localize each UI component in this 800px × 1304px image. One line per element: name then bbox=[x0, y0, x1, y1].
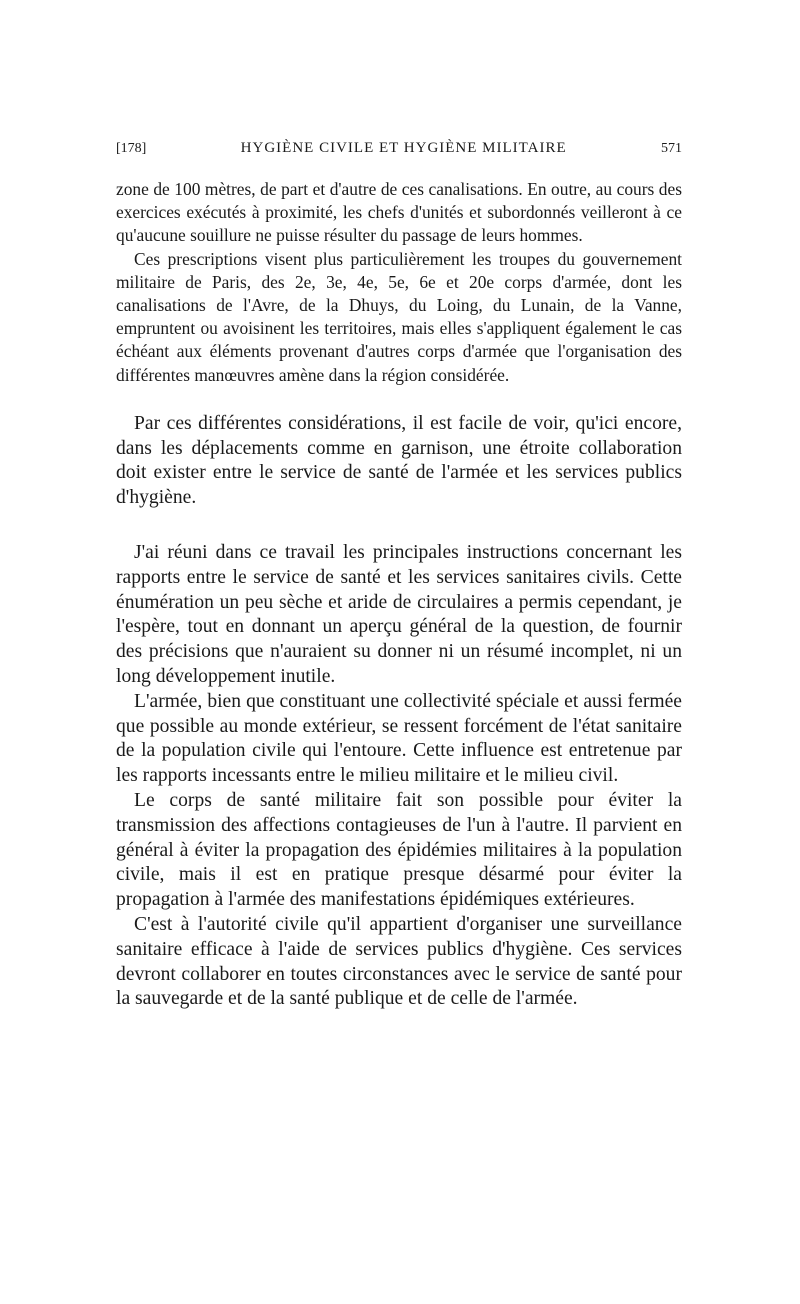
paragraph: L'armée, bien que constituant une collectivité spéciale et aussi fermée que possible au monde extérieur, se ressent forcément de l'état sanitaire de la population civile qui l'entoure. Cette influence est entretenue par les rapports incessants entre le milieu militaire et le milieu civil. bbox=[116, 690, 682, 787]
paragraph: C'est à l'autorité civile qu'il appartient d'organiser une surveillance sanitaire efficace à l'aide de services publics d'hygiène. Ces services devront collaborer en toutes circonstances avec le service de santé pour la sauvegarde et de la santé publique et de celle de l'armée. bbox=[116, 913, 682, 1010]
paragraph: Ces prescriptions visent plus particulièrement les troupes du gouvernement militaire de Paris, des 2e, 3e, 4e, 5e, 6e et 20e corps d'armée, dont les canalisations de l'Avre, de la Dhuys, du Loing, du Lunain, de la Vanne, empruntent ou avoisinent les territoires, mais elles s'appliquent également le cas échéant aux éléments provenant d'autres corps d'armée que l'organisation des différentes manœuvres amène dans la région considérée. bbox=[116, 248, 682, 385]
running-header bbox=[116, 140, 682, 164]
paragraph: Le corps de santé militaire fait son possible pour éviter la transmission des affections contagieuses de l'un à l'autre. Il parvient en général à éviter la propagation des épidémies militaires à la population civile, mais il est en pratique presque désarmé pour éviter la propagation à l'armée des manifestations épidémiques extérieures. bbox=[116, 789, 682, 911]
block-2 bbox=[116, 412, 682, 511]
block-3 bbox=[116, 541, 682, 1012]
block-1 bbox=[116, 178, 682, 387]
header-ref: [178] bbox=[116, 141, 147, 156]
paragraph: zone de 100 mètres, de part et d'autre de ces canalisations. En outre, au cours des exercices exécutés à proximité, les chefs d'unités et subordonnés veilleront à ce qu'aucune souillure ne puisse résulter du passage de leurs hommes. bbox=[116, 179, 682, 246]
paragraph: Par ces différentes considérations, il est facile de voir, qu'ici encore, dans les déplacements comme en garnison, une étroite collaboration doit exister entre le service de santé de l'armée et les services publics d'hygiène. bbox=[116, 412, 682, 509]
page bbox=[116, 140, 682, 1012]
paragraph: J'ai réuni dans ce travail les principales instructions concernant les rapports entre le service de santé et les services sanitaires civils. Cette énumération un peu sèche et aride de circulaires a permis cependant, je l'espère, tout en donnant un aperçu général de la question, de fournir des précisions que n'auraient su donner ni un résumé incomplet, ni un long développement inutile. bbox=[116, 542, 682, 687]
header-title: HYGIÈNE CIVILE ET HYGIÈNE MILITAIRE bbox=[240, 140, 567, 156]
page-number: 571 bbox=[660, 141, 682, 156]
